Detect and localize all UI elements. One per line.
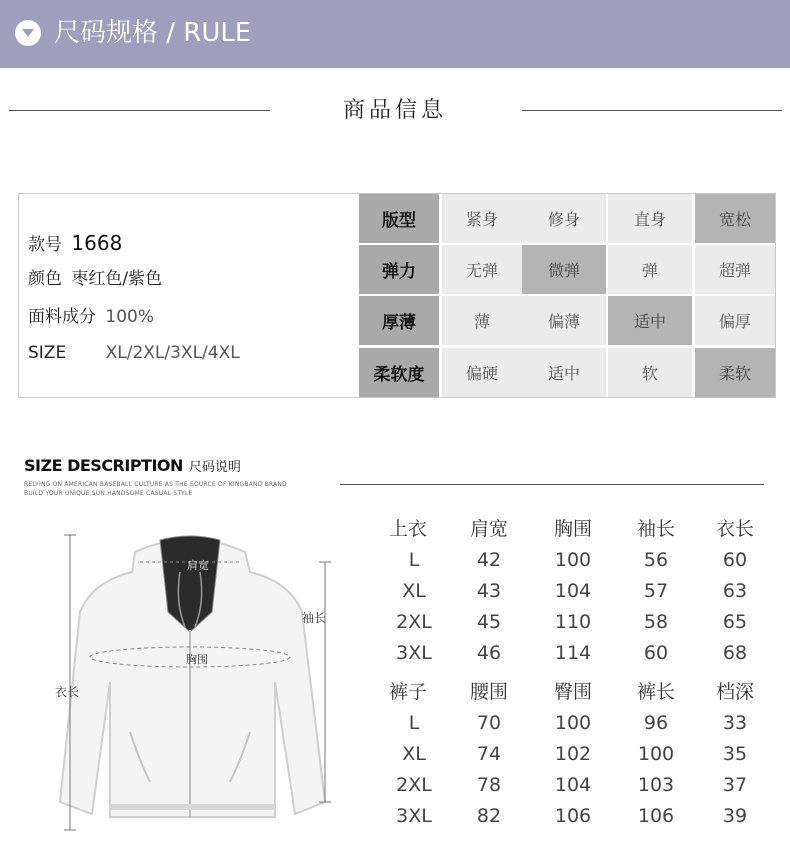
table-cell: 56 xyxy=(643,549,669,571)
fabric-row xyxy=(28,305,154,329)
table-cell: 96 xyxy=(643,712,669,734)
table-cell: 39 xyxy=(722,805,748,827)
header-bar xyxy=(0,0,790,68)
table-cell: 114 xyxy=(554,642,592,664)
attribute-name: 厚薄 xyxy=(359,296,439,345)
table-cell: 100 xyxy=(554,712,592,734)
table-cell: 104 xyxy=(554,774,592,796)
table-cell: 74 xyxy=(476,743,502,765)
attribute-name: 柔软度 xyxy=(359,348,439,397)
table-header: 肩宽 xyxy=(469,518,508,540)
table-cell: 106 xyxy=(554,805,592,827)
table-header: 裤子 xyxy=(388,681,427,703)
table-cell: 110 xyxy=(554,611,592,633)
color-row xyxy=(28,267,162,291)
size-value: XL/2XL/3XL/4XL xyxy=(105,343,240,363)
table-cell: 60 xyxy=(722,549,748,571)
table-cell: 103 xyxy=(637,774,675,796)
table-header: 上衣 xyxy=(388,518,427,540)
style-number-row xyxy=(28,231,122,257)
table-header: 腰围 xyxy=(469,681,508,703)
table-cell: 57 xyxy=(643,580,669,602)
table-cell: 106 xyxy=(637,805,675,827)
table-header: 裤长 xyxy=(636,681,675,703)
attribute-option: 偏薄 xyxy=(522,296,606,345)
size-label: SIZE xyxy=(28,343,67,363)
style-number-value: 1668 xyxy=(71,231,123,255)
table-cell: XL xyxy=(402,580,426,602)
table-cell: 43 xyxy=(476,580,502,602)
attribute-option: 直身 xyxy=(608,194,692,243)
table-header: 臀围 xyxy=(553,681,592,703)
product-info-panel xyxy=(18,193,776,398)
attribute-option-selected: 柔软 xyxy=(695,348,775,397)
table-cell: 45 xyxy=(476,611,502,633)
attribute-option: 无弹 xyxy=(442,245,522,294)
size-description-divider xyxy=(340,484,764,485)
table-cell: 60 xyxy=(643,642,669,664)
section-divider-right xyxy=(522,110,782,111)
table-cell: 100 xyxy=(637,743,675,765)
size-description-title xyxy=(24,456,241,475)
chest-label: 胸围 xyxy=(186,653,208,666)
attribute-option: 偏硬 xyxy=(442,348,522,397)
table-cell: 102 xyxy=(554,743,592,765)
jacket-measurement-diagram xyxy=(40,532,340,832)
table-cell: 2XL xyxy=(396,611,432,633)
table-cell: 2XL xyxy=(396,774,432,796)
attribute-name: 版型 xyxy=(359,194,439,243)
fabric-value: 100% xyxy=(105,307,155,327)
length-label: 衣长 xyxy=(54,685,80,699)
table-header: 衣长 xyxy=(715,518,754,540)
size-description-subtitle-1: RELYING ON AMERICAN BASEBALL CULTURE AS THE SOURCE OF KINGBAND BRAND xyxy=(24,481,287,488)
shoulder-label: 肩宽 xyxy=(187,559,209,572)
table-cell: 70 xyxy=(476,712,502,734)
table-cell: 3XL xyxy=(396,642,432,664)
table-cell: 37 xyxy=(722,774,748,796)
chevron-down-circle-icon xyxy=(15,20,41,46)
table-cell: 78 xyxy=(476,774,502,796)
section-title: 商品信息 xyxy=(342,98,447,123)
attribute-option-selected: 宽松 xyxy=(695,194,775,243)
color-value: 枣红色/紫色 xyxy=(71,269,163,289)
table-cell: L xyxy=(408,712,420,734)
attribute-option: 紧身 xyxy=(442,194,522,243)
table-cell: 100 xyxy=(554,549,592,571)
table-cell: 35 xyxy=(722,743,748,765)
table-cell: 33 xyxy=(722,712,748,734)
size-description-title-en: SIZE DESCRIPTION xyxy=(24,456,183,475)
table-cell: 104 xyxy=(554,580,592,602)
size-row xyxy=(28,341,240,365)
attribute-option: 弹 xyxy=(608,245,692,294)
table-cell: 42 xyxy=(476,549,502,571)
attribute-option: 适中 xyxy=(522,348,606,397)
header-title: 尺码规格 / RULE xyxy=(54,18,252,48)
table-cell: 3XL xyxy=(396,805,432,827)
attribute-option: 修身 xyxy=(522,194,606,243)
table-cell: 63 xyxy=(722,580,748,602)
size-description-subtitle-2: BUILD YOUR UNIQUE SUN HANDSOME CASUAL STYLE xyxy=(24,490,193,497)
table-cell: 58 xyxy=(643,611,669,633)
table-cell: XL xyxy=(402,743,426,765)
attribute-option: 超弹 xyxy=(695,245,775,294)
table-header: 档深 xyxy=(715,681,754,703)
fabric-label: 面料成分 xyxy=(28,307,96,327)
table-cell: 82 xyxy=(476,805,502,827)
sleeve-label: 袖长 xyxy=(301,611,327,625)
style-number-label: 款号 xyxy=(28,235,62,255)
attribute-option: 偏厚 xyxy=(695,296,775,345)
table-cell: 46 xyxy=(476,642,502,664)
attribute-option-selected: 适中 xyxy=(608,296,692,345)
attribute-option: 软 xyxy=(608,348,692,397)
table-cell: 68 xyxy=(722,642,748,664)
size-description-title-cn: 尺码说明 xyxy=(188,460,241,475)
table-header: 袖长 xyxy=(636,518,675,540)
section-divider-left xyxy=(9,110,270,111)
attribute-option: 薄 xyxy=(442,296,522,345)
table-header: 胸围 xyxy=(553,518,592,540)
color-label: 颜色 xyxy=(28,269,62,289)
table-cell: 65 xyxy=(722,611,748,633)
attribute-name: 弹力 xyxy=(359,245,439,294)
table-cell: L xyxy=(408,549,420,571)
attribute-option-selected: 微弹 xyxy=(522,245,606,294)
